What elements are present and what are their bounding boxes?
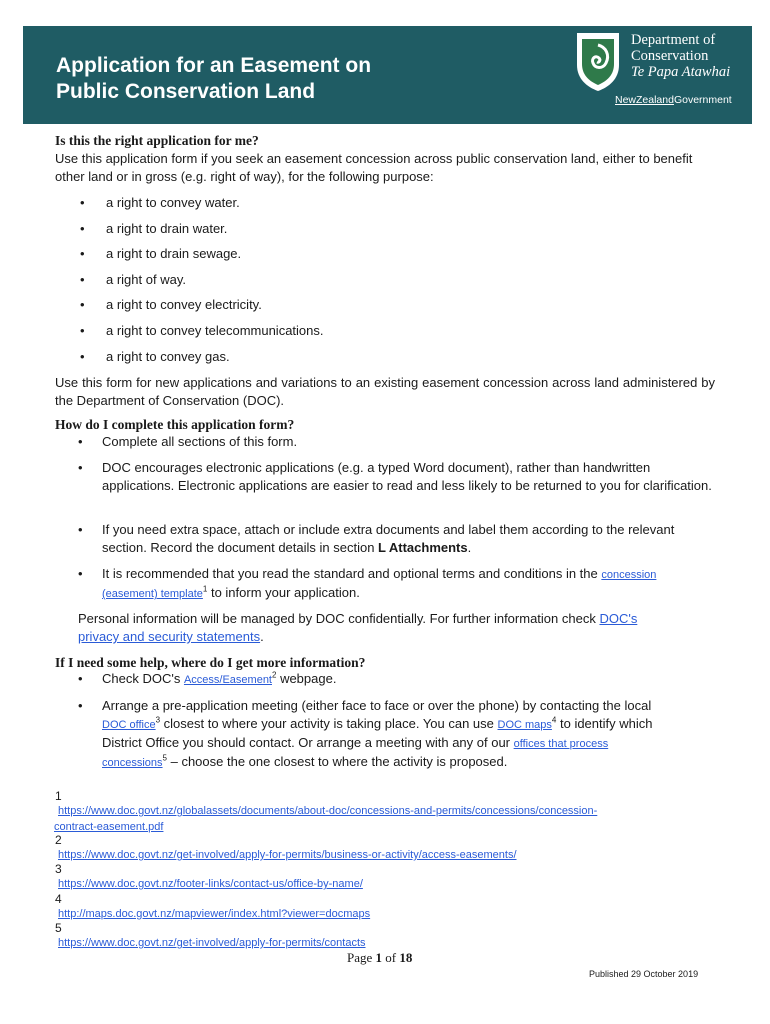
footnote-number: 2 xyxy=(55,833,62,847)
doc-maps-link[interactable]: DOC maps xyxy=(497,719,552,731)
list-item: • DOC encourages electronic applications (e.g. a typed Word document), rather than handwritten applications. Electronic applications are easier to read and less likely to be returned to you for clarification. xyxy=(78,460,712,493)
concession-template-link[interactable]: concession xyxy=(601,569,657,581)
list-item: • Arrange a pre-application meeting (either face to face or over the phone) by contacting the local DOC office$^3$ closest to where your activity is taking place. You can use DOC maps$^4$ to identify which District Office you should contact. Or arrange a meeting with any of our offices that process concessions$^5$ – choose the one closest to where the activity is proposed. xyxy=(78,698,653,769)
footnote-link[interactable]: https://www.doc.govt.nz/footer-links/contact-us/office-by-name/ xyxy=(58,878,363,890)
doc-office-link[interactable]: DOC office xyxy=(102,719,156,731)
doc-logo-icon xyxy=(573,31,623,93)
footnote-link[interactable]: http://maps.doc.govt.nz/mapviewer/index.html?viewer=docmaps xyxy=(58,908,371,920)
section-heading-how-complete: How do I complete this application form? xyxy=(55,417,295,432)
section-heading-right-application: Is this the right application for me? xyxy=(55,133,259,148)
page-number: Page 1 of 18 xyxy=(347,950,413,965)
list-item: • a right to drain sewage. xyxy=(80,246,242,261)
footnote-number: 3 xyxy=(55,862,62,876)
list-item: • a right to convey gas. xyxy=(80,349,230,364)
concession-template-link-cont[interactable]: (easement) template xyxy=(102,588,203,600)
list-item: • a right of way. xyxy=(80,272,186,287)
footnote-link[interactable]: https://www.doc.govt.nz/get-involved/apply-for-permits/contacts xyxy=(58,937,366,949)
list-item: • It is recommended that you read the standard and optional terms and conditions in the concession (easement) template$^1$ to inform your application. xyxy=(78,566,657,600)
privacy-link-cont[interactable]: privacy and security statements xyxy=(78,629,261,644)
privacy-link[interactable]: DOC's xyxy=(599,611,638,626)
doc-logo-text: Department of Conservation Te Papa Atawhai xyxy=(631,32,731,80)
access-easement-link[interactable]: Access/Easement xyxy=(183,674,272,686)
section-heading-more-info: If I need some help, where do I get more information? xyxy=(55,655,366,670)
footnote-link[interactable]: https://www.doc.govt.nz/get-involved/apply-for-permits/business-or-activity/access-easements/ xyxy=(58,849,517,861)
offices-concessions-link[interactable]: offices that process xyxy=(513,738,609,750)
header-banner xyxy=(23,26,752,124)
published-date: Published 29 October 2019 xyxy=(589,969,699,979)
list-item: • a right to convey telecommunications. xyxy=(80,323,324,338)
privacy-paragraph: Personal information will be managed by DOC confidentially. For further information check DOC's privacy and security statements. xyxy=(78,611,638,644)
footnote-link[interactable]: https://www.doc.govt.nz/globalassets/documents/about-doc/concessions-and-permits/concessions/concession- contract-easement.pdf xyxy=(54,805,598,833)
intro-paragraph: Use this application form if you seek an easement concession across public conservation land, either to benefit other land or in gross (e.g. right of way), for the following purpose: xyxy=(55,151,693,184)
list-item: • a right to drain water. xyxy=(80,221,228,236)
list-item: • a right to convey water. xyxy=(80,195,240,210)
footnote-number: 5 xyxy=(55,921,62,935)
list-item: • If you need extra space, attach or include extra documents and label them according to the relevant section. Record the document details in section L Attachments. xyxy=(78,522,675,555)
list-item: • Complete all sections of this form. xyxy=(78,434,298,449)
list-item: • Check DOC's Access/Easement$^2$ webpage. xyxy=(78,670,337,686)
footnote-number: 1 xyxy=(55,789,62,803)
outro-paragraph: Use this form for new applications and variations to an existing easement concession across land administered by the Department of Conservation (DOC). xyxy=(55,375,715,408)
footnote-number: 4 xyxy=(55,892,62,906)
nz-government-logo: NewZealandGovernment xyxy=(615,94,732,106)
offices-concessions-link-cont[interactable]: concessions xyxy=(102,757,163,769)
list-item: • a right to convey electricity. xyxy=(80,297,262,312)
page-title: Application for an Easement on Public Conservation Land xyxy=(56,54,372,103)
